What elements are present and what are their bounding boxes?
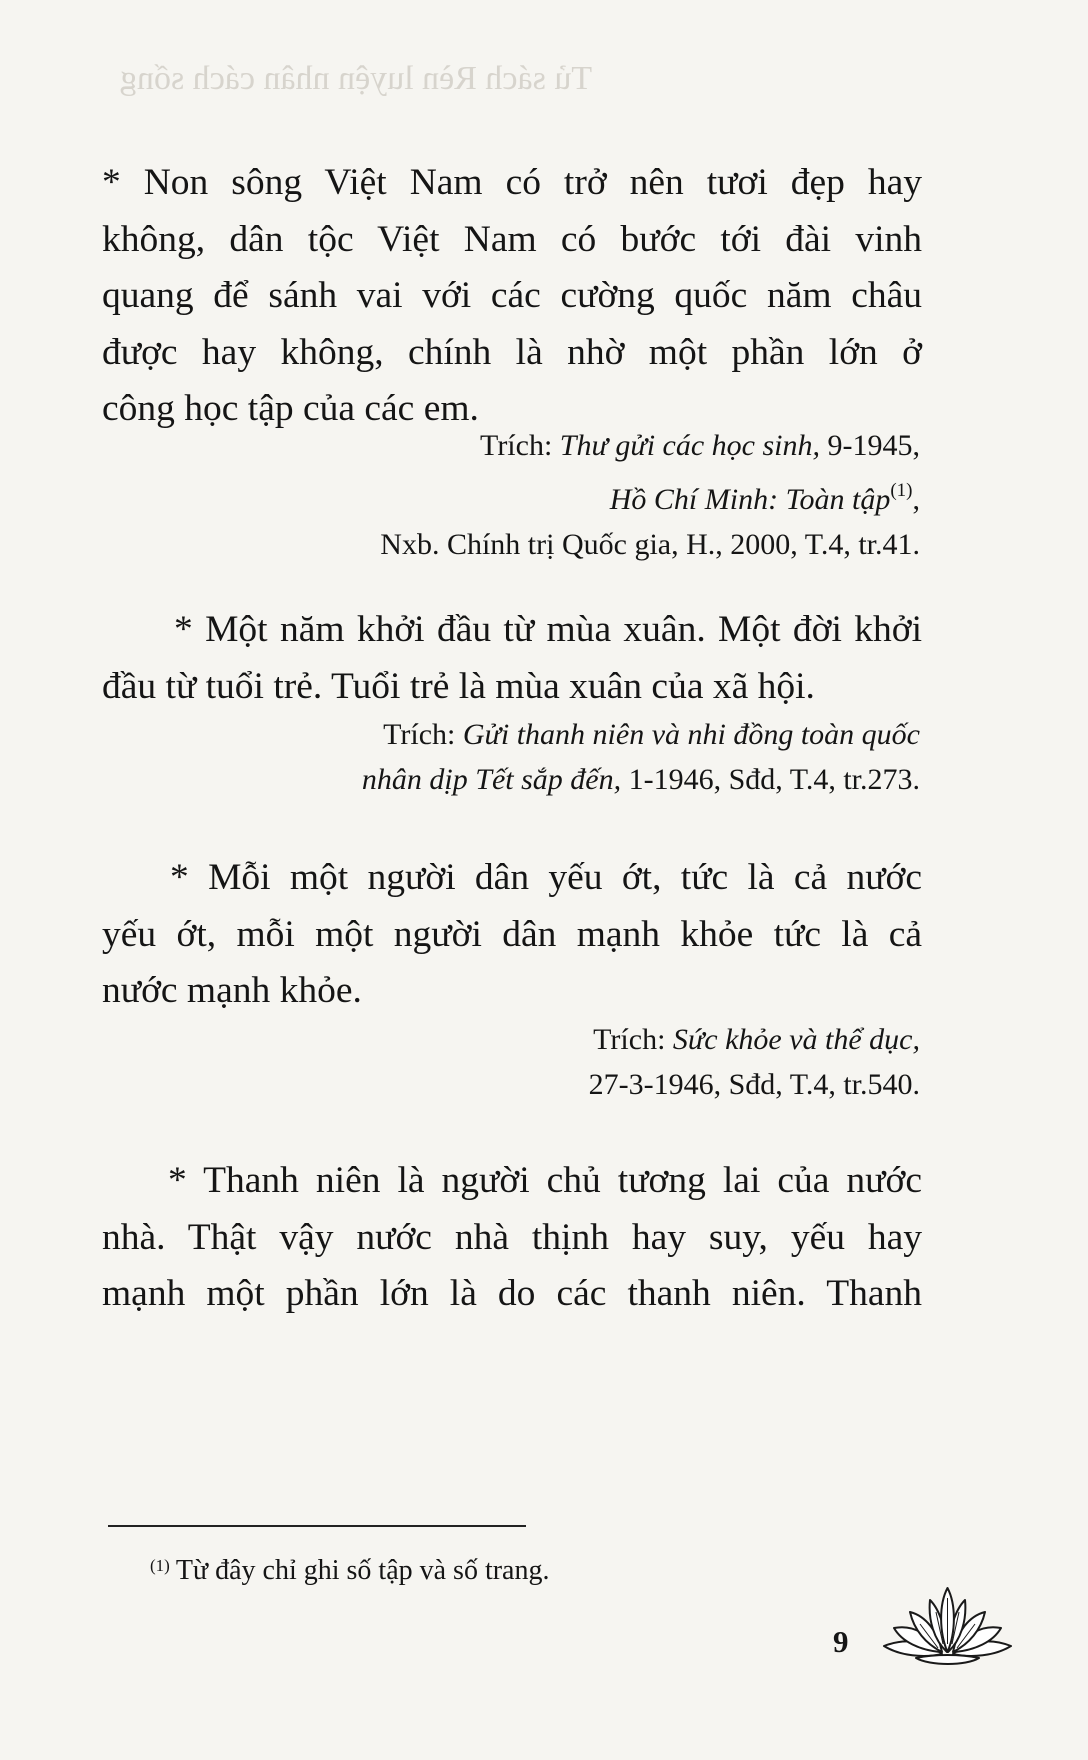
quote-2 [102,602,922,715]
quote-1 [102,155,922,438]
quote-1-line-4: được hay không, chính là nhờ một phần lớn ở [102,331,922,373]
quote-3-line-1: * Mỗi một người dân yếu ớt, tức là cả nước [170,857,922,898]
citation-work: Hồ Chí Minh: Toàn tập [609,483,891,516]
citation-prefix: Trích: [593,1023,673,1056]
quote-4-line-3: mạnh một phần lớn là do các thanh niên. Thanh [102,1273,922,1314]
quote-4-line-1: * Thanh niên là người chủ tương lai của nước [168,1160,922,1201]
citation-title: Gửi thanh niên và nhi đồng toàn quốc [462,718,920,751]
citation-details: 27-3-1946, Sđd, T.4, tr.540. [588,1068,920,1101]
bleed-through-header: Tủ sách Rèn luyện nhân cách sống [120,60,593,97]
quote-3-line-2: yếu ớt, mỗi một người dân mạnh khỏe tức là cả [102,913,922,955]
citation-title-continued: nhân dịp Tết sắp đến, [361,763,622,796]
quote-1-line-5: công học tập của các em. [102,388,479,429]
footnote-text: Từ đây chỉ ghi số tập và số trang. [175,1555,550,1586]
citation-title: Thư gửi các học sinh, [559,429,820,462]
quote-3-line-3: nước mạnh khỏe. [102,970,362,1011]
quote-2-line-2: đầu từ tuổi trẻ. Tuổi trẻ là mùa xuân của xã hội. [102,665,815,707]
page-number: 9 [833,1624,849,1659]
quote-4 [102,1153,922,1323]
footnote-divider [108,1525,526,1527]
quote-3 [102,850,922,1020]
citation-2 [160,712,920,802]
quote-4-line-2: nhà. Thật vậy nước nhà thịnh hay suy, yếu hay [102,1216,922,1258]
citation-details: 1-1946, Sđd, T.4, tr.273. [621,763,920,796]
citation-date: 9-1945, [820,429,920,462]
quote-1-line-2: không, dân tộc Việt Nam có bước tới đài vinh [102,218,922,260]
quote-1-line-1: * Non sông Việt Nam có trở nên tươi đẹp hay [102,162,922,203]
lotus-icon [880,1584,1015,1674]
footnote-mark: (1) [150,1556,170,1575]
quote-2-line-1: * Một năm khởi đầu từ mùa xuân. Một đời khởi [174,609,922,650]
citation-1: Trích: Thư gửi các học sinh, 9-1945, Hồ Chí Minh: Toàn tập$^{(1)}$, Nxb. Chính trị Quốc gia, H., 2000, T.4, tr.41. [160,423,920,567]
citation-title: Sức khỏe và thể dục, [672,1023,920,1056]
citation-prefix: Trích: [383,718,463,751]
quote-1-line-3: quang để sánh vai với các cường quốc năm châu [102,275,922,316]
citation-publisher: Nxb. Chính trị Quốc gia, H., 2000, T.4, tr.41. [380,528,920,561]
citation-prefix: Trích: [480,429,560,462]
footnote-reference: (1) [890,480,913,501]
citation-3 [160,1017,920,1107]
footnote [150,1548,549,1589]
